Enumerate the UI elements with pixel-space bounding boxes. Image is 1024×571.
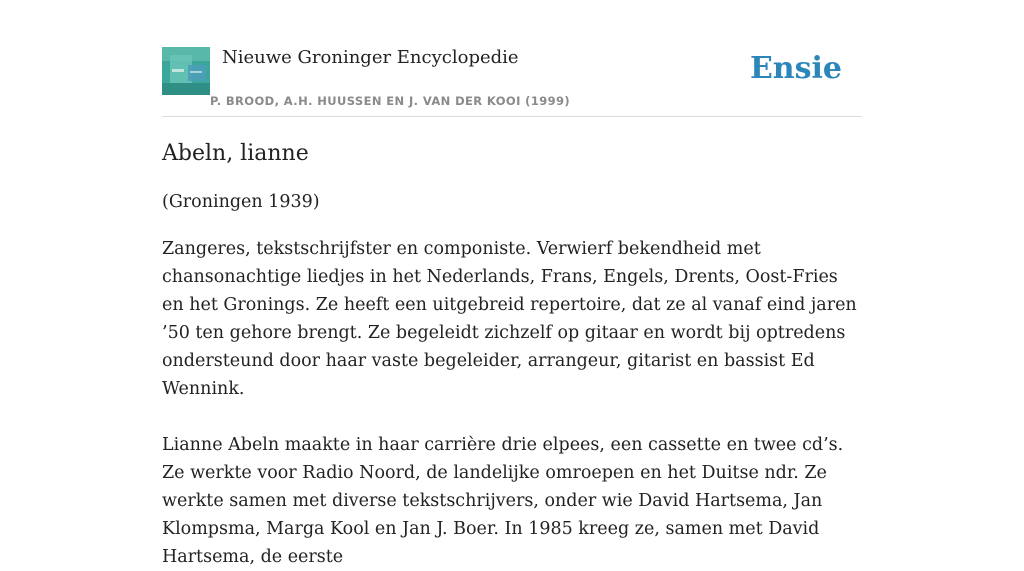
article-paragraph: Lianne Abeln maakte in haar carrière drie elpees, een cassette en twee cd’s. Ze werkte voor Radio Noord, de landelijke omroepen en het Duitse ndr. Ze werkte samen met diverse tekstschrijvers, onder wie David Hartsema, Jan Klompsma, Marga Kool en Jan J. Boer. In 1985 kreeg ze, samen met David Hartsema, de eerste (162, 435, 844, 567)
article (162, 136, 862, 571)
article-subtitle: (Groningen 1939) (162, 192, 320, 212)
book-authors: P. BROOD, A.H. HUUSSEN EN J. VAN DER KOOI (1999) (210, 94, 571, 108)
article-title: Abeln, lianne (162, 141, 309, 166)
ensie-logo[interactable]: Ensie (749, 51, 842, 86)
book-cover-thumbnail[interactable] (162, 47, 210, 95)
book-header (162, 46, 862, 117)
article-paragraph: Zangeres, tekstschrijfster en componiste. Verwierf bekendheid met chansonachtige liedjes in het Nederlands, Frans, Engels, Drents, Oost-Fries en het Gronings. Ze heeft een uitgebreid repertoire, dat ze al vanaf eind jaren ’50 ten gehore brengt. Ze begeleidt zichzelf op gitaar en wordt bij optredens ondersteund door haar vaste begeleider, arrangeur, gitarist en bassist Ed Wennink. (162, 239, 857, 399)
book-title[interactable]: Nieuwe Groninger Encyclopedie (222, 47, 519, 68)
